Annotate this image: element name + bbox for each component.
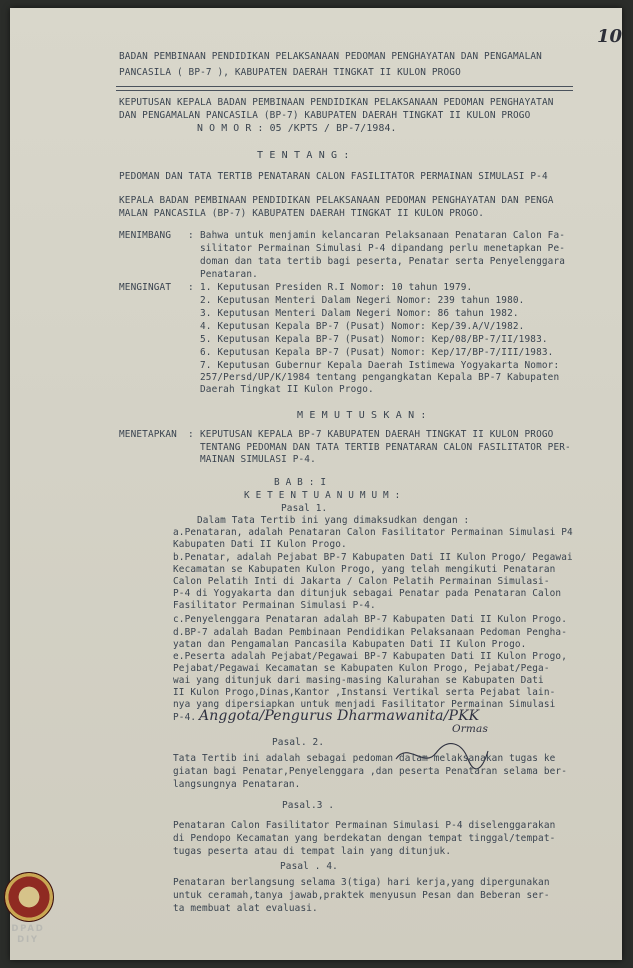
header-line-1: BADAN PEMBINAAN PENDIDIKAN PELAKSANAAN PEDOMAN PENGHAYATAN DAN PENGAMALAN [119,51,542,62]
pasal-4-line-2: untuk ceramah,tanya jawab,praktek menyusun Pesan dan Beberan ser- [173,890,550,901]
mengingat-item-7-cont-1: 257/Persd/UP/K/1984 tentang pengangkatan Kepala BP-7 Kabupaten [200,372,560,383]
pasal-1-line-13: Pejabat/Pegawai Kecamatan se Kabupaten Kulon Progo, Pejabat/Pega- [173,663,550,674]
mengingat-item-4: 4. Keputusan Kepala BP-7 (Pusat) Nomor: Kep/39.A/V/1982. [200,321,525,332]
pasal-1-line-8: Fasilitator Permainan Simulasi P-4. [173,600,376,611]
menimbang-line-3: doman dan tata tertib bagi peserta, Penatar serta Penyelenggara [200,256,566,267]
header-rule-top [116,86,573,87]
pasal-1-line-1: Dalam Tata Tertib ini yang dimaksudkan dengan : [197,515,470,526]
pasal-1-line-16: nya yang dipersiapkan untuk menjadi Fasilitator Permainan Simulasi [173,699,556,710]
bab-title: B A B : I [274,477,327,488]
pasal-1-line-10: d.BP-7 adalah Badan Pembinaan Pendidikan Pelaksanaan Pedoman Pengha- [173,627,568,638]
archive-logo-line-2: DIY [17,935,39,945]
menimbang-colon: : [188,230,194,241]
pasal-4-heading: Pasal . 4. [280,861,338,872]
mengingat-item-7-cont-2: Daerah Tingkat II Kulon Progo. [200,384,374,395]
pasal-1-line-12: e.Peserta adalah Pejabat/Pegawai BP-7 Kabupaten Dati II Kulon Progo, [173,651,568,662]
page-number: 10 [597,26,622,47]
archive-logo-line-1: DPAD [11,924,45,934]
handwritten-addition: Anggota/Pengurus Dharmawanita/PKK [199,708,480,724]
mengingat-colon: : [188,282,194,293]
menetapkan-line-2: TENTANG PEDOMAN DAN TATA TERTIB PENATARAN CALON FASILITATOR PER- [200,442,571,453]
mengingat-item-3: 3. Keputusan Menteri Dalam Negeri Nomor: 86 tahun 1982. [200,308,519,319]
pasal-1-line-3: Kabupaten Dati II Kulon Progo. [173,539,347,550]
pasal-3-heading: Pasal.3 . [282,800,335,811]
mengingat-item-5: 5. Keputusan Kepala BP-7 (Pusat) Nomor: Kep/08/BP-7/II/1983. [200,334,548,345]
decree-number: N O M O R : 05 /KPTS / BP-7/1984. [197,123,397,134]
title-line-2: DAN PENGAMALAN PANCASILA (BP-7) KABUPATEN DAERAH TINGKAT II KULON PROGO [119,110,531,121]
mengingat-item-2: 2. Keputusan Menteri Dalam Negeri Nomor: 239 tahun 1980. [200,295,525,306]
header-line-2: PANCASILA ( BP-7 ), KABUPATEN DAERAH TINGKAT II KULON PROGO [119,67,461,78]
pasal-1-line-6: Calon Pelatih Inti di Jakarta / Calon Pelatih Permainan Simulasi- [173,576,550,587]
archive-logo-text [6,924,50,946]
archive-seal-icon [4,872,54,922]
pasal-1-line-17: P-4. [173,712,197,723]
pasal-4-line-1: Penataran berlangsung selama 3(tiga) hari kerja,yang dipergunakan [173,877,550,888]
handwritten-note: Ormas [452,723,488,735]
tentang-line-1: PEDOMAN DAN TATA TERTIB PENATARAN CALON FASILITATOR PERMAINAN SIMULASI P-4 [119,171,548,182]
pasal-2-heading: Pasal. 2. [272,737,325,748]
pasal-1-line-4: b.Penatar, adalah Pejabat BP-7 Kabupaten Dati II Kulon Progo/ Pegawai [173,552,573,563]
menimbang-line-1: Bahwa untuk menjamin kelancaran Pelaksanaan Penataran Calon Fa- [200,230,566,241]
mengingat-item-6: 6. Keputusan Kepala BP-7 (Pusat) Nomor: Kep/17/BP-7/III/1983. [200,347,554,358]
pasal-1-heading: Pasal 1. [281,503,328,514]
mengingat-label: MENGINGAT [119,282,172,293]
menimbang-label: MENIMBANG [119,230,172,241]
pasal-2-line-3: langsungnya Penataran. [173,779,301,790]
pasal-1-line-14: wai yang ditunjuk dari masing-masing Kalurahan se Kabupaten Dati [173,675,544,686]
tentang-heading: T E N T A N G : [257,150,350,161]
pasal-1-line-15: II Kulon Progo,Dinas,Kantor ,Instansi Vertikal serta Pejabat lain- [173,687,556,698]
pasal-3-line-1: Penataran Calon Fasilitator Permainan Simulasi P-4 diselenggarakan [173,820,556,831]
header-rule-bottom [116,90,573,91]
menetapkan-colon: : [188,429,194,440]
memutuskan-heading: M E M U T U S K A N : [297,410,427,421]
tentang-line-2: KEPALA BADAN PEMBINAAN PENDIDIKAN PELAKSANAAN PEDOMAN PENGHAYATAN DAN PENGA [119,195,554,206]
menetapkan-line-3: MAINAN SIMULASI P-4. [200,454,316,465]
pasal-1-line-2: a.Penataran, adalah Penataran Calon Fasilitator Permainan Simulasi P4 [173,527,573,538]
menimbang-line-2: silitator Permainan Simulasi P-4 dipandang perlu menetapkan Pe- [200,243,566,254]
document-page [10,8,622,960]
pasal-1-line-5: Kecamatan se Kabupaten Kulon Progo, yang telah mengikuti Penataran [173,564,556,575]
mengingat-item-7: 7. Keputusan Gubernur Kepala Daerah Istimewa Yogyakarta Nomor: [200,360,560,371]
mengingat-item-1: 1. Keputusan Presiden R.I Nomor: 10 tahun 1979. [200,282,473,293]
pasal-1-line-11: yatan dan Pengamalan Pancasila Kabupaten Dati II Kulon Progo. [173,639,527,650]
pasal-4-line-3: ta membuat alat evaluasi. [173,903,318,914]
tentang-line-3: MALAN PANCASILA (BP-7) KABUPATEN DAERAH TINGKAT II KULON PROGO. [119,208,485,219]
title-line-1: KEPUTUSAN KEPALA BADAN PEMBINAAN PENDIDIKAN PELAKSANAAN PEDOMAN PENGHAYATAN [119,97,554,108]
menetapkan-label: MENETAPKAN [119,429,177,440]
bab-subtitle: K E T E N T U A N U M U M : [244,490,401,501]
pasal-3-line-2: di Pendopo Kecamatan yang berdekatan dengan tempat tinggal/tempat- [173,833,556,844]
menetapkan-line-1: KEPUTUSAN KEPALA BP-7 KABUPATEN DAERAH TINGKAT II KULON PROGO [200,429,554,440]
pasal-1-line-9: c.Penyelenggara Penataran adalah BP-7 Kabupaten Dati II Kulon Progo. [173,614,568,625]
pasal-2-line-1: Tata Tertib ini adalah sebagai pedoman dalam melaksanakan tugas ke [173,753,556,764]
menimbang-line-4: Penataran. [200,269,258,280]
pasal-1-line-7: P-4 di Yogyakarta dan ditunjuk sebagai Penatar pada Penataran Calon [173,588,562,599]
pasal-2-line-2: giatan bagi Penatar,Penyelenggara ,dan peserta Penataran selama ber- [173,766,568,777]
pasal-3-line-3: tugas peserta atau di tempat lain yang ditunjuk. [173,846,452,857]
